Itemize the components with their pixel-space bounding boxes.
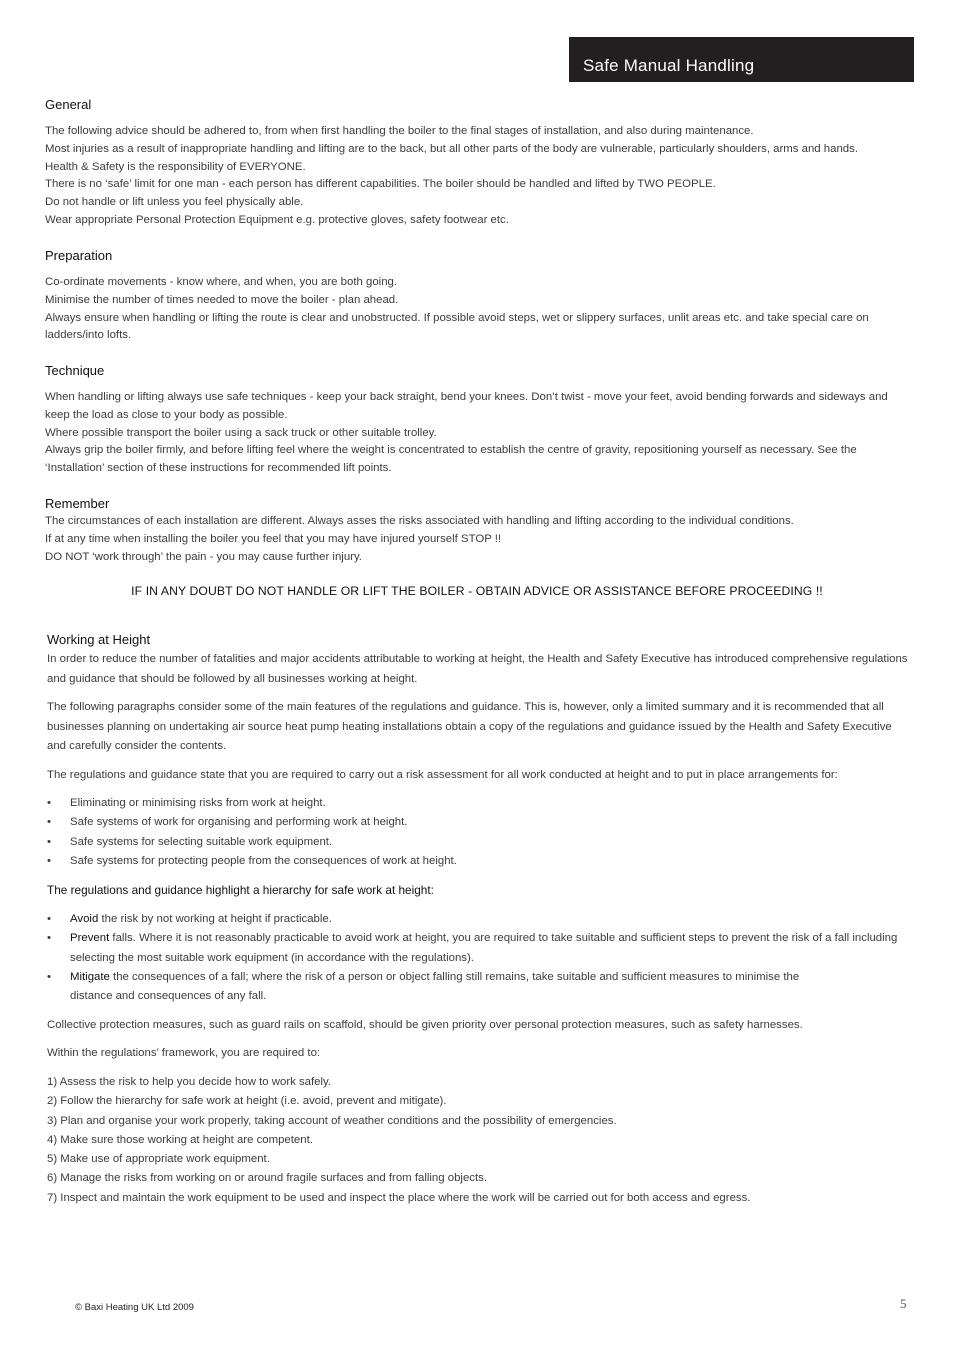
preparation-line: Co-ordinate movements - know where, and when, you are both going. [45,276,398,288]
general-heading: General [45,97,92,112]
wah-summary: The following paragraphs consider some of the main features of the regulations and guidance. This is, however, only a limited summary and it is recommended that all businesses planning on undertaking air source heat pump heating installations obtain a copy of the regulations and guidance issued by the Health and Safety Executive and carefully consider the contents. [47,701,892,752]
copyright-notice: © Baxi Heating UK Ltd 2009 [75,1302,194,1313]
preparation-line: Minimise the number of times needed to move the boiler - plan ahead. [45,293,399,306]
list-item: • Eliminating or minimising risks from work at height. [47,797,326,809]
general-line: There is no ‘safe’ limit for one man - each person has different capabilities. The boiler should be handled and lifted by TWO PEOPLE. [45,178,716,191]
remember-line: The circumstances of each installation are different. Always asses the risks associated with handling and lifting according to the individual conditions. [45,515,794,527]
list-item: • Avoid the risk by not working at height if practicable. [47,913,332,925]
hierarchy-list [47,910,913,1006]
list-item: 6) Manage the risks from working on or around fragile surfaces and from falling objects. [47,1172,488,1185]
list-item: 2) Follow the hierarchy for safe work at height (i.e. avoid, prevent and mitigate). [47,1095,447,1108]
remember-section [45,513,913,566]
general-line: Health & Safety is the responsibility of EVERYONE. [45,160,306,173]
framework-intro: Within the regulations’ framework, you are required to: [47,1047,321,1059]
preparation-heading: Preparation [45,248,113,263]
general-line: The following advice should be adhered to, from when first handling the boiler to the final stages of installation, and also during maintenance. [45,125,754,137]
remember-heading: Remember [45,496,110,511]
list-item: 3) Plan and organise your work properly, taking account of weather conditions and the possibility of emergencies. [47,1114,617,1127]
list-item: • Safe systems of work for organising and performing work at height. [47,816,408,829]
wah-requirements: The regulations and guidance state that you are required to carry out a risk assessment for all work conducted at height and to put in place arrangements for: [47,769,838,781]
general-line: Most injuries as a result of inappropriate handling and lifting are to the back, but all other parts of the body are vulnerable, particularly shoulders, arms and hands. [45,142,858,155]
preparation-line: Always ensure when handling or lifting the route is clear and unobstructed. If possible avoid steps, wet or slippery surfaces, unlit areas etc. and take special care on ladders/into lofts. [45,311,869,342]
arrangements-list [47,794,913,871]
list-item: • Prevent falls. Where it is not reasonably practicable to avoid work at height, you are required to take suitable and sufficient steps to prevent the risk of a fall including selecting the most suitable work equipment (in accordance with the regulations). [47,932,898,964]
list-item: • Safe systems for selecting suitable work equipment. [47,835,333,848]
list-item: 4) Make sure those working at height are competent. [47,1133,313,1146]
page-number: 5 [900,1296,907,1311]
preparation-section [45,274,913,345]
safety-warning: IF IN ANY DOUBT DO NOT HANDLE OR LIFT THE BOILER - OBTAIN ADVICE OR ASSISTANCE BEFORE PROCEEDING !! [131,584,823,598]
requirements-list [47,1073,913,1208]
list-item: 7) Inspect and maintain the work equipment to be used and inspect the place where the work will be carried out for both access and egress. [47,1191,751,1204]
general-section [45,123,913,230]
wah-intro: In order to reduce the number of fatalities and major accidents attributable to working at height, the Health and Safety Executive has introduced comprehensive regulations and guidance that should be followed by all businesses working at height. [47,653,908,685]
technique-heading: Technique [45,363,105,378]
page-title: Safe Manual Handling [583,56,755,75]
list-item: 5) Make use of appropriate work equipment. [47,1153,270,1166]
hierarchy-heading: The regulations and guidance highlight a hierarchy for safe work at height: [47,883,434,897]
general-line: Wear appropriate Personal Protection Equipment e.g. protective gloves, safety footwear etc. [45,213,509,226]
working-at-height-heading: Working at Height [47,632,151,647]
list-item: 1) Assess the risk to help you decide how to work safely. [47,1076,332,1088]
technique-section [45,389,913,478]
list-item: • Safe systems for protecting people from the consequences of work at height. [47,854,457,867]
technique-line: Where possible transport the boiler using a sack truck or other suitable trolley. [45,426,437,439]
general-line: Do not handle or lift unless you feel physically able. [45,196,304,209]
header-bar [569,37,914,82]
technique-line: Always grip the boiler firmly, and before lifting feel where the weight is concentrated to establish the centre of gravity, repositioning yourself as necessary. See the ‘Installation’ section of these instructions for recommended lift points. [45,444,857,475]
list-item: • Mitigate the consequences of a fall; where the risk of a person or object falling still remains, take suitable and sufficient measures to minimise the distance and consequences of any fall. [47,970,800,1003]
collective-measures: Collective protection measures, such as guard rails on scaffold, should be given priority over personal protection measures, such as safety harnesses. [47,1019,803,1031]
technique-line: When handling or lifting always use safe techniques - keep your back straight, bend your knees. Don’t twist - move your feet, avoid bending forwards and sideways and keep the load as close to your body as possible. [45,391,888,421]
remember-line: DO NOT ‘work through’ the pain - you may cause further injury. [45,550,362,563]
remember-line: If at any time when installing the boiler you feel that you may have injured yourself STOP !! [45,532,502,545]
